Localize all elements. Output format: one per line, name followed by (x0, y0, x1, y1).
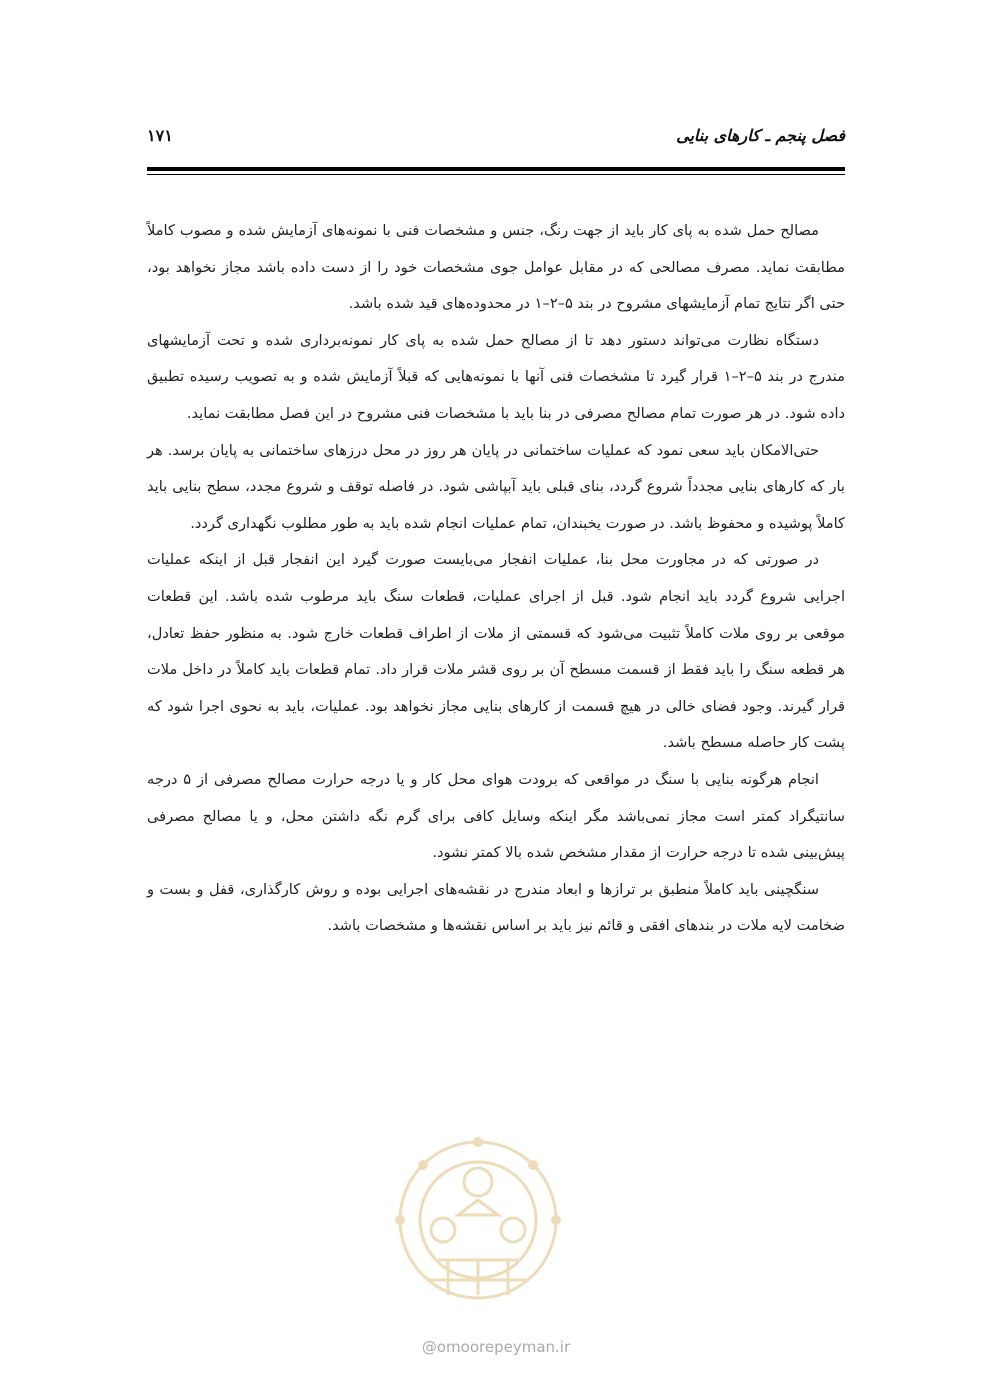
at-sign-icon: @ (421, 1338, 437, 1356)
page-number: ۱۷۱ (147, 126, 173, 145)
header-rule-thick (147, 167, 845, 171)
paragraph: دستگاه نظارت می‌تواند دستور دهد تا از مصالح حمل شده به پای کار نمونه‌برداری شده و تحت آزمایشهای مندرج در بند ۵–۲–۱ قرار گیرد تا مشخصات فنی آنها با نمونه‌هایی که قبلاً آزمایش شده و به تصویب رسیده تطبیق داده شود. در هر صورت تمام مصالح مصرفی در بنا باید با مشخصات فنی مشروح در این فصل مطابقت نماید. (147, 331, 845, 422)
watermark-url (0, 1338, 992, 1356)
watermark-seal-icon (388, 1130, 568, 1310)
chapter-title: فصل پنجم ـ کارهای بنایی (676, 126, 845, 145)
paragraph: انجام هرگونه بنایی با سنگ در مواقعی که برودت هوای محل کار و یا درجه حرارت مصالح مصرفی از ۵ درجه سانتیگراد کمتر است مجاز نمی‌باشد مگر اینکه وسایل کافی برای گرم نگه داشتن محل، و یا مصالح مصرفی پیش‌بینی شده تا درجه حرارت از مقدار مشخص شده بالا کمتر نشود. (147, 770, 845, 862)
page-header (147, 126, 845, 166)
header-rule-thin (147, 174, 845, 175)
paragraph: حتی‌الامکان باید سعی نمود که عملیات ساختمانی در پایان هر روز در محل درزهای ساختمانی به پایان برسد. هر بار که کارهای بنایی مجدداً شروع گردد، بنای قبلی باید آبپاشی شود. در فاصله توقف و شروع مجدد، سطح بنایی باید کاملاً پوشیده و محفوظ باشد. در صورت یخبندان، تمام عملیات انجام شده باید به طور مطلوب نگهداری گردد. (147, 441, 845, 532)
paragraph: مصالح حمل شده به پای کار باید از جهت رنگ، جنس و مشخصات فنی با نمونه‌های آزمایش شده و مصوب کاملاً مطابقت نماید. مصرف مصالحی که در مقابل عوامل جوی مشخصات خود را از دست داده باشد مجاز نخواهد بود، حتی اگر نتایج تمام آزمایشهای مشروح در بند ۵–۲–۱ در محدوده‌های قید شده باشد. (147, 222, 845, 313)
body-text (147, 213, 845, 945)
paragraph: در صورتی که در مجاورت محل بنا، عملیات انفجار می‌بایست صورت گیرد این انفجار قبل از اینکه عملیات اجرایی شروع گردد باید انجام شود. قبل از اجرای عملیات، قطعات سنگ باید مرطوب شده باشد. این قطعات موقعی بر روی ملات کاملاً تثبیت می‌شود که قسمتی از ملات از اطراف قطعات خارج شود. به منظور حفظ تعادل، هر قطعه سنگ را باید فقط از قسمت مسطح آن بر روی قشر ملات قرار داد. تمام قطعات باید کاملاً در داخل ملات قرار گیرند. وجود فضای خالی در هیچ قسمت از کارهای بنایی مجاز نخواهد بود. عملیات، باید به نحوی اجرا شود که پشت کار حاصله مسطح باشد. (147, 551, 845, 752)
watermark-url-text: omoorepeyman.ir (436, 1338, 571, 1356)
paragraph: سنگچینی باید کاملاً منطبق بر ترازها و ابعاد مندرج در نقشه‌های اجرایی بوده و روش کارگذاری، قفل و بست و ضخامت لایه ملات در بندهای افقی و قائم نیز باید بر اساس نقشه‌ها و مشخصات باشد. (147, 880, 845, 935)
